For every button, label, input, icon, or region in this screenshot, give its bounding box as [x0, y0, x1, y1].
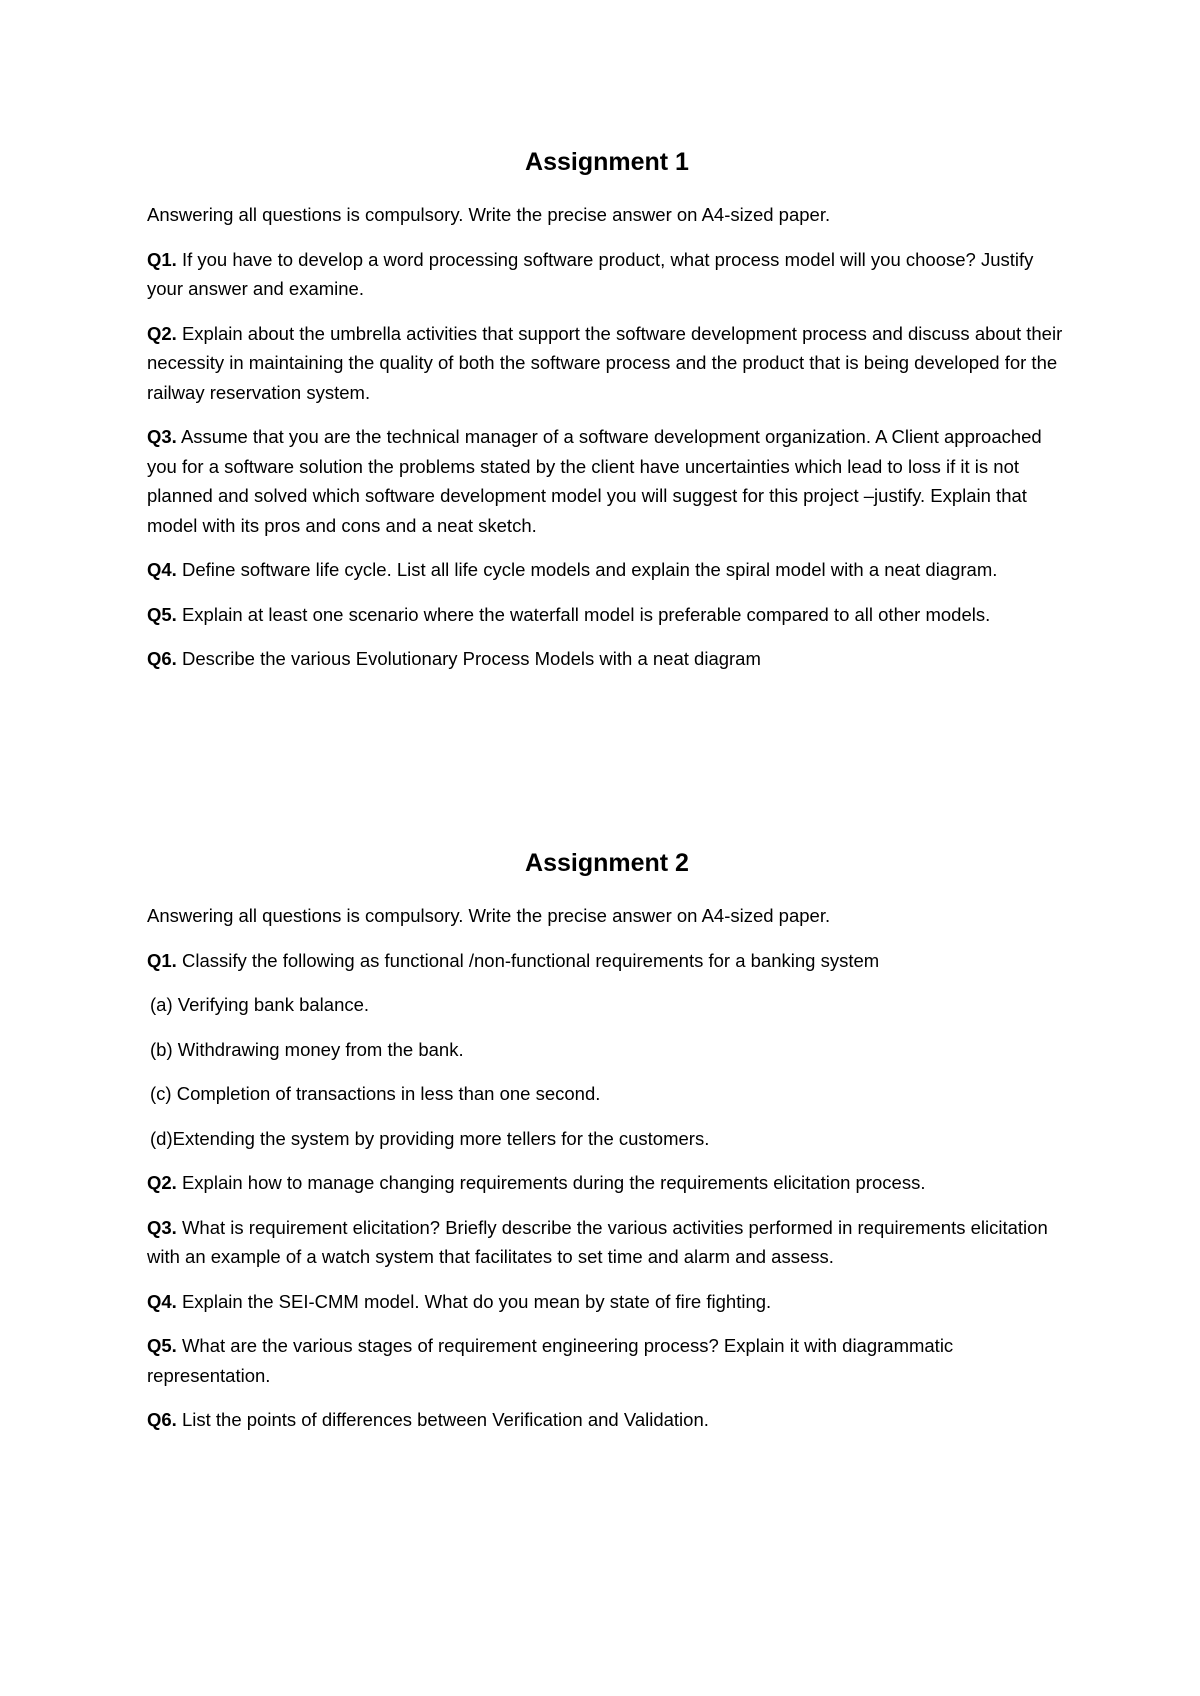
question-number: Q2. — [147, 322, 177, 344]
question-number: Q4. — [147, 1290, 177, 1312]
assignment-2-question-6 — [147, 1405, 1067, 1435]
assignment-2-instructions: Answering all questions is compulsory. Write the precise answer on A4-sized paper. — [147, 905, 831, 926]
question-number: Q3. — [147, 1216, 177, 1238]
question-text: Explain at least one scenario where the waterfall model is preferable compared to all other models. — [176, 603, 991, 625]
assignment-2-question-1-item-a: (a) Verifying bank balance. — [150, 994, 370, 1015]
assignment-2-section — [147, 847, 1067, 1450]
question-number: Q6. — [147, 648, 177, 669]
question-number: Q5. — [147, 1335, 177, 1356]
question-number: Q1. — [147, 248, 177, 270]
question-text: Define software life cycle. List all life cycle models and explain the spiral model with a neat diagram. — [176, 559, 998, 580]
assignment-2-question-2 — [147, 1168, 1067, 1198]
question-number: Q2. — [147, 1172, 177, 1193]
question-text: What is requirement elicitation? Briefly describe the various activities performed in requirements elicitation with an example of a watch system that facilitates to set time and alarm and assess. — [147, 1216, 1048, 1267]
assignment-1-question-4 — [147, 555, 1067, 585]
question-text: What are the various stages of requirement engineering process? Explain it with diagrammatic representation. — [147, 1335, 954, 1386]
question-text: Describe the various Evolutionary Process Models with a neat diagram — [176, 648, 761, 669]
assignment-2-question-3 — [147, 1213, 1067, 1272]
assignment-1-title: Assignment 1 — [525, 148, 689, 176]
question-text: List the points of differences between Verification and Validation. — [176, 1409, 709, 1430]
assignment-1-question-5 — [147, 600, 1067, 630]
question-text: If you have to develop a word processing software product, what process model will you choose? Justify your answer and examine. — [147, 248, 1034, 299]
assignment-2-question-1 — [147, 946, 1067, 976]
assignment-1-question-3 — [147, 422, 1067, 540]
assignment-2-question-5 — [147, 1331, 1067, 1390]
question-text: Assume that you are the technical manager of a software development organization. A Client approached you for a software solution the problems stated by the client have uncertainties which lead to loss if it is not planned and solved which software development model you will suggest for this project –justify. Explain that model with its pros and cons and a neat sketch. — [147, 426, 1042, 536]
assignment-1-section — [147, 146, 1067, 689]
question-text: Explain about the umbrella activities that support the software development process and discuss about their necessity in maintaining the quality of both the software process and the product that is being developed for the railway reservation system. — [147, 322, 1063, 403]
question-number: Q1. — [147, 949, 177, 971]
assignment-1-instructions: Answering all questions is compulsory. Write the precise answer on A4-sized paper. — [147, 204, 831, 225]
question-text: Explain how to manage changing requirements during the requirements elicitation process. — [176, 1172, 926, 1193]
assignment-2-question-4 — [147, 1287, 1067, 1317]
question-number: Q3. — [147, 426, 177, 447]
assignment-1-question-2 — [147, 319, 1067, 408]
assignment-1-question-1 — [147, 245, 1067, 304]
assignment-2-question-1-item-c: (c) Completion of transactions in less than one second. — [150, 1083, 601, 1104]
question-text: Classify the following as functional /non-functional requirements for a banking system — [176, 949, 880, 971]
assignment-1-question-6 — [147, 644, 1067, 674]
assignment-2-question-1-item-d: (d)Extending the system by providing more tellers for the customers. — [150, 1127, 710, 1149]
question-number: Q4. — [147, 559, 177, 580]
question-number: Q5. — [147, 603, 177, 625]
assignment-2-question-1-item-b: (b) Withdrawing money from the bank. — [150, 1038, 464, 1060]
question-number: Q6. — [147, 1409, 177, 1430]
assignment-2-title: Assignment 2 — [525, 849, 689, 877]
question-text: Explain the SEI-CMM model. What do you mean by state of fire fighting. — [176, 1290, 772, 1312]
